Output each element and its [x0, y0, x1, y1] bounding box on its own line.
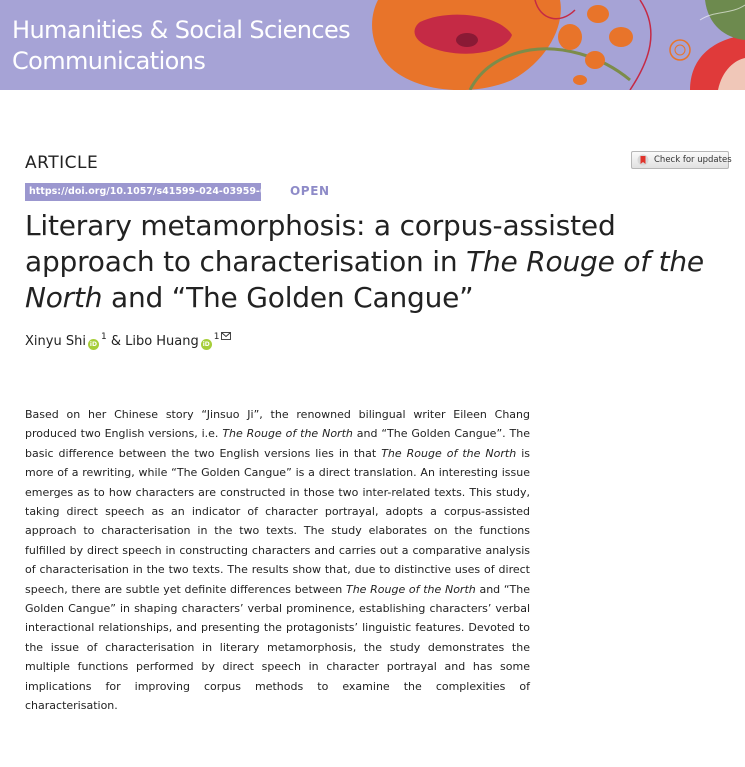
- bookmark-icon: [637, 154, 649, 166]
- journal-banner: [0, 0, 745, 90]
- orcid-icon[interactable]: iD: [89, 341, 97, 348]
- abstract-text: and “The Golden Cangue”. The basic difference between the two English versions lies in that: [25, 427, 530, 460]
- journal-title-line2: Communications: [12, 47, 206, 75]
- article-type: ARTICLE: [25, 153, 99, 173]
- affiliation-marker[interactable]: 1: [100, 332, 107, 342]
- abstract-text: is more of a rewriting, while “The Golden Cangue” is a direct translation. An interesting issue emerges as to how characters are constructed in those two inter-related texts. This study, taking direct speech as an indicator of character portrayal, adopts a corpus-assisted approach to characterisation in the two texts. The study elaborates on the functions fulfilled by direct speech in constructing characters and carries out a comparative analysis of characterisation in the two texts. The results show that, due to distinctive uses of direct speech, there are subtle yet definite differences between: [25, 446, 530, 596]
- email-icon[interactable]: [221, 332, 231, 340]
- open-access-badge: OPEN: [290, 184, 330, 198]
- journal-title[interactable]: [12, 15, 350, 77]
- abstract-italic: The Rouge of the North: [222, 427, 353, 441]
- title-text-1: Literary metamorphosis: a corpus-assisted approach to characterisation in: [25, 209, 616, 278]
- check-for-updates-button[interactable]: [631, 151, 732, 169]
- author-list: [25, 332, 231, 350]
- title-text-2: and “The Golden Cangue”: [102, 281, 474, 314]
- author-name[interactable]: Xinyu Shi: [25, 334, 86, 349]
- abstract: [25, 405, 530, 716]
- check-updates-label: Check for updates: [654, 155, 732, 165]
- author-name[interactable]: Libo Huang: [125, 334, 199, 349]
- journal-title-line1: Humanities & Social Sciences: [12, 16, 351, 44]
- affiliation-marker[interactable]: 1: [213, 332, 220, 342]
- abstract-italic: The Rouge of the North: [345, 582, 476, 596]
- article-title: [25, 208, 725, 316]
- abstract-text: and “The Golden Cangue” in shaping characters’ verbal prominence, establishing characters’ verbal interactional relationships, and presenting the protagonists’ linguistic features. Devoted to the issue of characterisation in literary metamorphosis, the study demonstrates the multiple functions performed by direct speech in character portrayal and has some implications for improving corpus methods to examine the complexities of characterisation.: [25, 582, 530, 713]
- orcid-icon[interactable]: iD: [202, 341, 210, 348]
- author-separator: &: [110, 334, 121, 349]
- abstract-text: Based on her Chinese story “Jinsuo Ji”, the renowned bilingual writer Eileen Chang produced two English versions, i.e.: [25, 408, 530, 441]
- abstract-italic: The Rouge of the North: [381, 446, 517, 460]
- title-italic: The Rouge of the North: [25, 245, 704, 314]
- doi-link[interactable]: https://doi.org/10.1057/s41599-024-03959-6: [25, 183, 261, 201]
